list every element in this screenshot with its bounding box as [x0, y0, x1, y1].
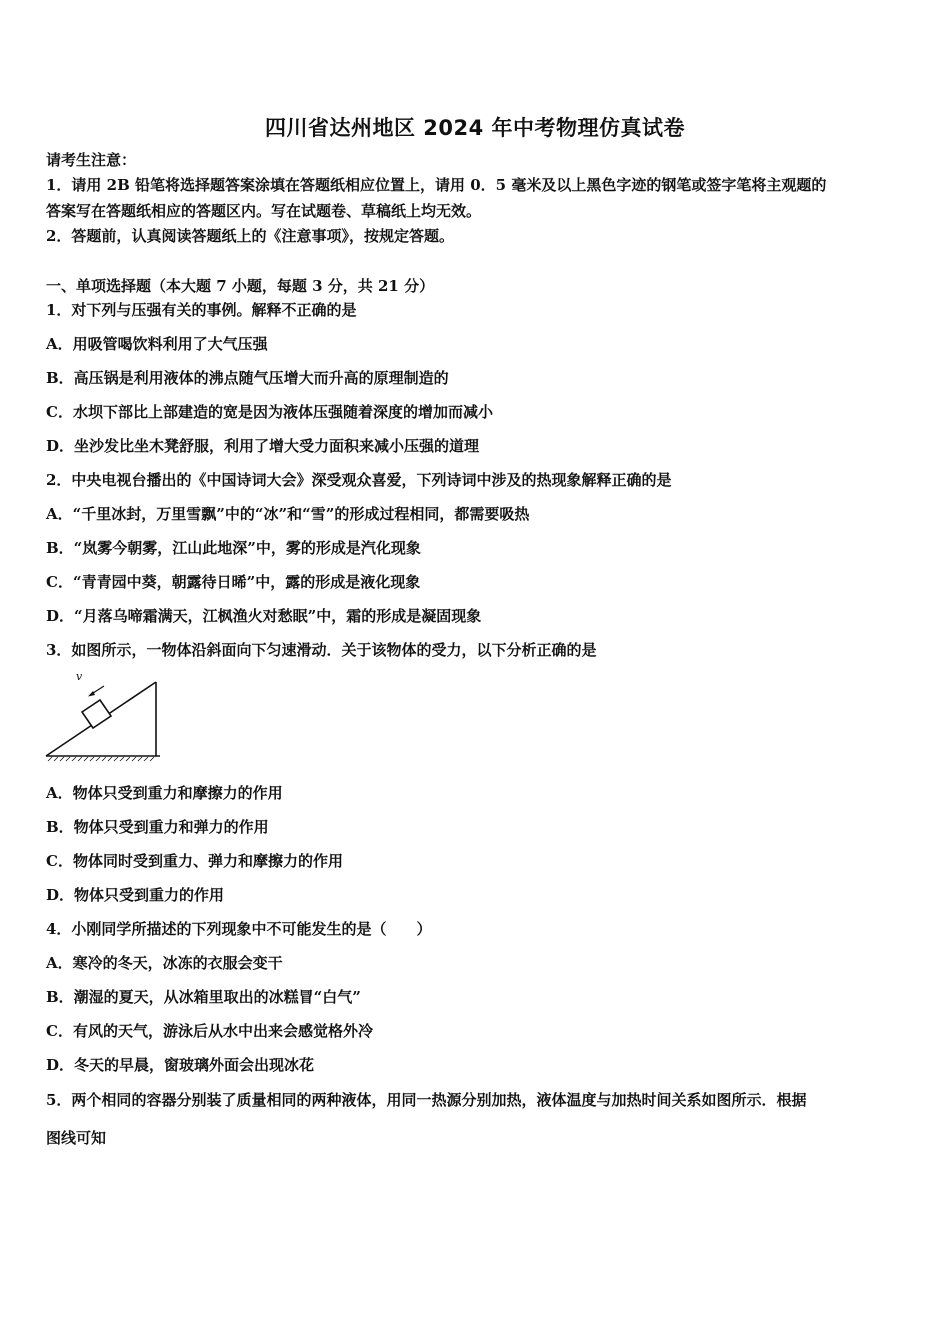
question-4-option-c: C．有风的天气，游泳后从水中出来会感觉格外冷 — [46, 1022, 373, 1040]
question-2-option-c: C．“青青园中葵，朝露待日晞”中，露的形成是液化现象 — [46, 573, 421, 591]
question-2-option-d: D．“月落乌啼霜满天，江枫渔火对愁眠”中，霜的形成是凝固现象 — [46, 607, 482, 625]
question-4-stem: 4．小刚同学所描述的下列现象中不可能发生的是（ ） — [46, 920, 432, 938]
question-4-option-b: B．潮湿的夏天，从冰箱里取出的冰糕冒“白气” — [46, 988, 361, 1006]
question-1-stem: 1．对下列与压强有关的事例。解释不正确的是 — [46, 301, 357, 319]
question-1-option-b: B．高压锅是利用液体的沸点随气压增大而升高的原理制造的 — [46, 369, 449, 387]
question-5-stem-line-1: 5．两个相同的容器分别装了质量相同的两种液体，用同一热源分别加热，液体温度与加热时间关系如图所示．根据 — [46, 1091, 807, 1109]
question-3-option-b: B．物体只受到重力和弹力的作用 — [46, 818, 269, 836]
question-5-stem-line-2: 图线可知 — [46, 1129, 107, 1147]
notice-item-2: 2．答题前，认真阅读答题纸上的《注意事项》，按规定答题。 — [46, 227, 454, 245]
question-3-option-a: A．物体只受到重力和摩擦力的作用 — [46, 784, 283, 802]
question-3-stem: 3．如图所示，一物体沿斜面向下匀速滑动．关于该物体的受力，以下分析正确的是 — [46, 641, 597, 659]
question-2-stem: 2．中央电视台播出的《中国诗词大会》深受观众喜爱，下列诗词中涉及的热现象解释正确的是 — [46, 471, 672, 489]
incline-diagram — [44, 672, 162, 762]
question-1-option-c: C．水坝下部比上部建造的宽是因为液体压强随着深度的增加而减小 — [46, 403, 493, 421]
notice-item-1-line-1: 1．请用 2B 铅笔将选择题答案涂填在答题纸相应位置上，请用 0．5 毫米及以上黑色字迹的钢笔或签字笔将主观题的 — [46, 176, 827, 194]
question-1-option-a: A．用吸管喝饮料利用了大气压强 — [46, 335, 268, 353]
page-title: 四川省达州地区 2024 年中考物理仿真试卷 — [264, 116, 686, 140]
question-4-option-a: A．寒冷的冬天，冰冻的衣服会变干 — [46, 954, 283, 972]
question-3-option-c: C．物体同时受到重力、弹力和摩擦力的作用 — [46, 852, 343, 870]
notice-heading: 请考生注意： — [46, 151, 137, 169]
question-1-option-d: D．坐沙发比坐木凳舒服，利用了增大受力面积来减小压强的道理 — [46, 437, 480, 455]
section-heading: 一、单项选择题（本大题 7 小题，每题 3 分，共 21 分） — [46, 277, 435, 295]
notice-item-1-line-2: 答案写在答题纸相应的答题区内。写在试题卷、草稿纸上均无效。 — [46, 202, 482, 220]
question-2-option-a: A．“千里冰封，万里雪飘”中的“冰”和“雪”的形成过程相同，都需要吸热 — [46, 505, 530, 523]
question-3-option-d: D．物体只受到重力的作用 — [46, 886, 225, 904]
question-4-option-d: D．冬天的早晨，窗玻璃外面会出现冰花 — [46, 1056, 315, 1074]
question-2-option-b: B．“岚雾今朝雾，江山此地深”中，雾的形成是汽化现象 — [46, 539, 421, 557]
velocity-label: v — [76, 670, 83, 683]
